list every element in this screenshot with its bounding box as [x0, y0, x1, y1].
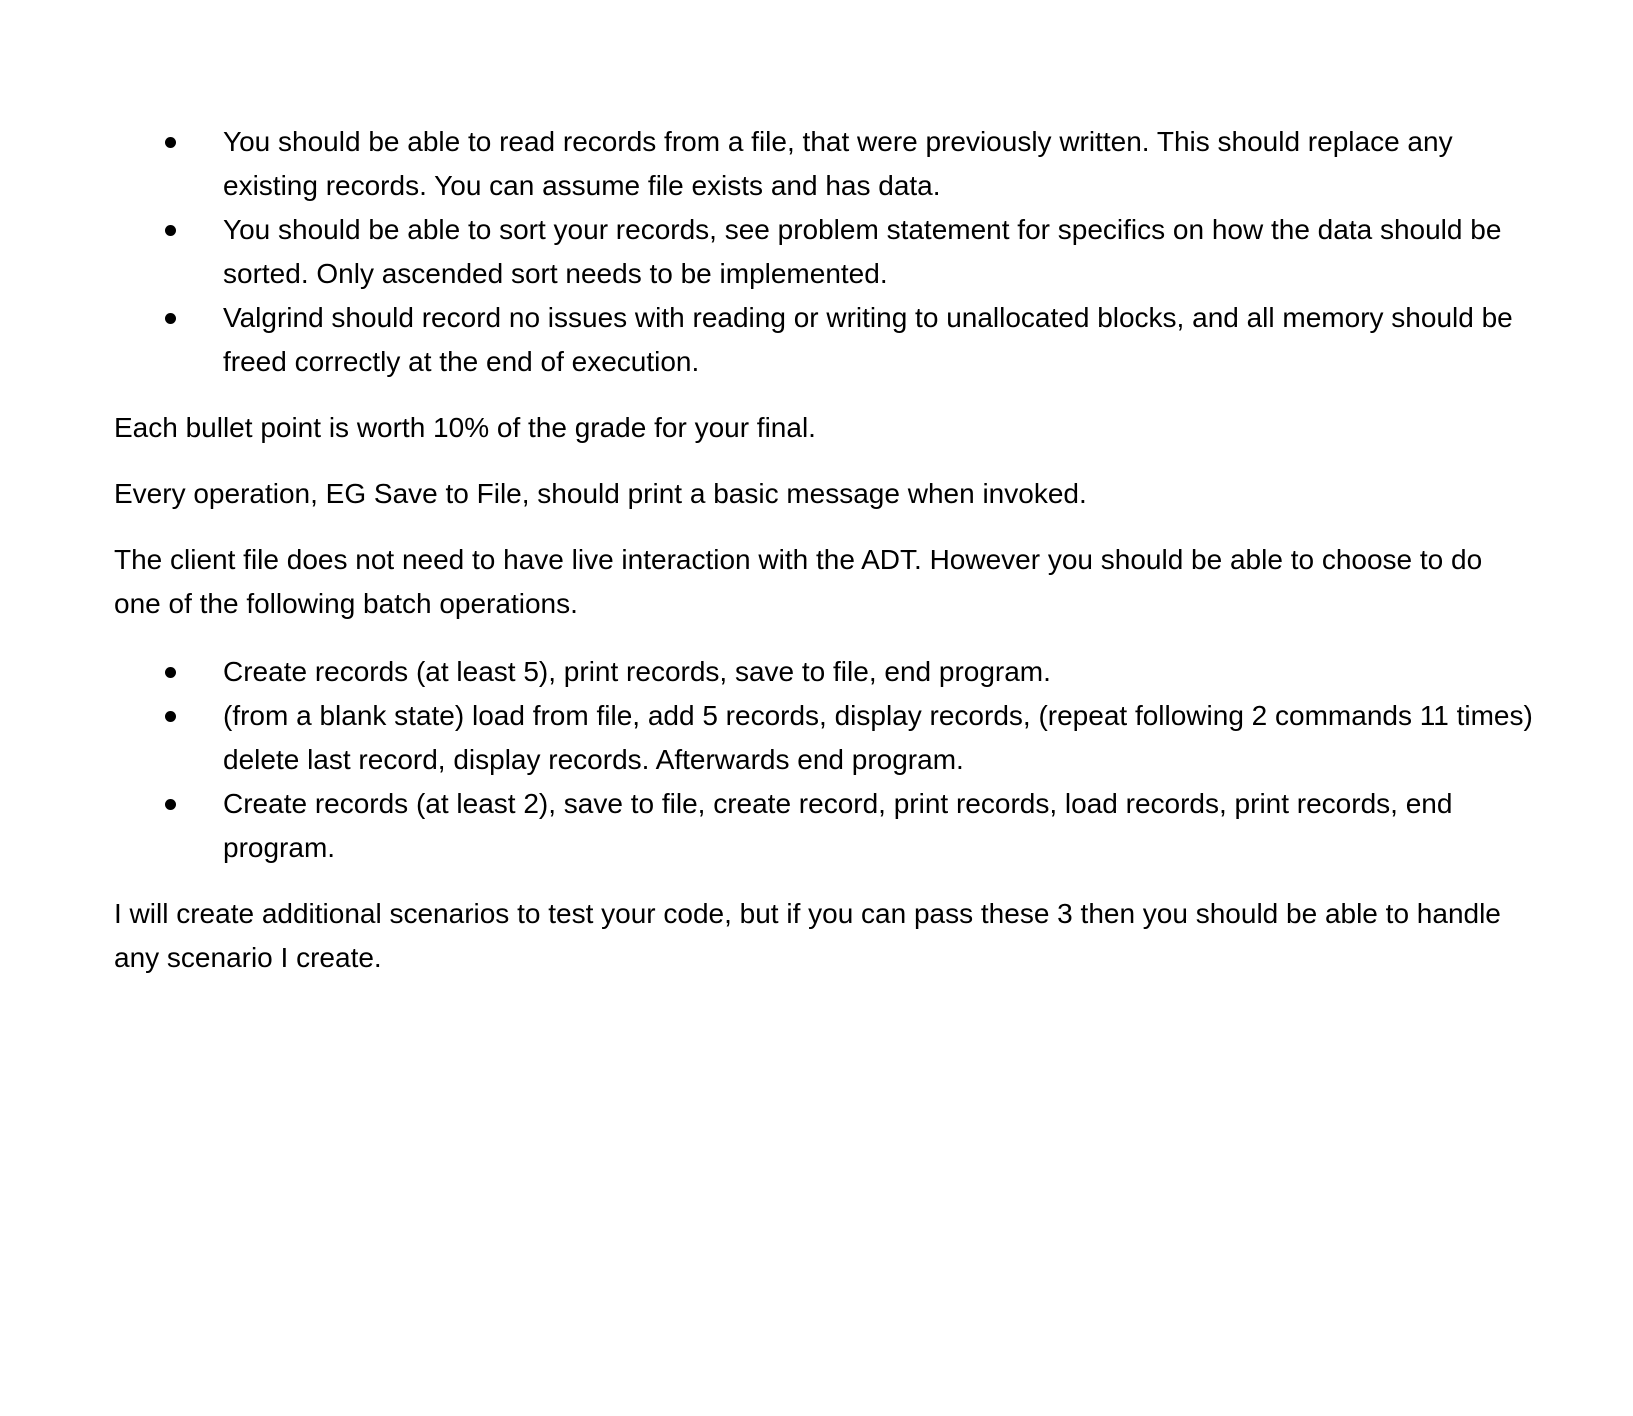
- list-item-text: Create records (at least 2), save to file, create record, print records, load records, print records, end program.: [223, 788, 1453, 863]
- list-item-text: You should be able to sort your records, see problem statement for specifics on how the data should be sorted. Only ascended sort needs to be implemented.: [223, 214, 1502, 289]
- document-body: [114, 120, 1534, 980]
- list-item-text: Create records (at least 5), print records, save to file, end program.: [223, 656, 1051, 687]
- list-item-text: Valgrind should record no issues with reading or writing to unallocated blocks, and all memory should be freed correctly at the end of execution.: [223, 302, 1513, 377]
- bullet-icon: [165, 137, 176, 148]
- list-item: [114, 782, 1534, 870]
- closing-paragraph: I will create additional scenarios to test your code, but if you can pass these 3 then you should be able to handle any scenario I create.: [114, 898, 1501, 973]
- bullet-icon: [165, 313, 176, 324]
- grade-paragraph: Each bullet point is worth 10% of the grade for your final.: [114, 412, 816, 443]
- operation-paragraph: Every operation, EG Save to File, should print a basic message when invoked.: [114, 478, 1087, 509]
- list-item-text: You should be able to read records from a file, that were previously written. This should replace any existing records. You can assume file exists and has data.: [223, 126, 1453, 201]
- bullet-icon: [165, 225, 176, 236]
- bullet-icon: [165, 667, 176, 678]
- list-item: [114, 650, 1534, 694]
- list-item: [114, 694, 1534, 782]
- client-paragraph: The client file does not need to have live interaction with the ADT. However you should be able to choose to do one of the following batch operations.: [114, 544, 1483, 619]
- bullet-icon: [165, 711, 176, 722]
- requirements-list: [114, 120, 1534, 384]
- list-item-text: (from a blank state) load from file, add 5 records, display records, (repeat following 2 commands 11 times) delete last record, display records. Afterwards end program.: [223, 700, 1533, 775]
- list-item: [114, 120, 1534, 208]
- bullet-icon: [165, 799, 176, 810]
- batch-operations-list: [114, 650, 1534, 870]
- list-item: [114, 208, 1534, 296]
- list-item: [114, 296, 1534, 384]
